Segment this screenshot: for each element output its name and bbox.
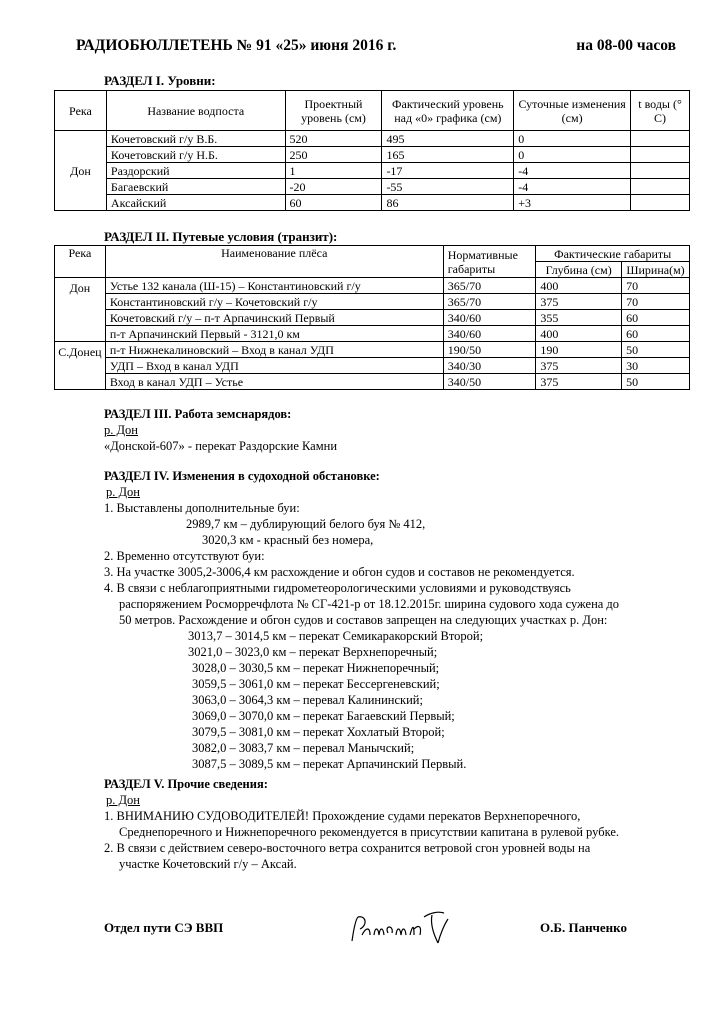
restricted-section-item: 3082,0 – 3083,7 км – перевал Манычский;: [192, 741, 415, 755]
restricted-section-item: 3079,5 – 3081,0 км – перекат Хохлатый Второй;: [192, 725, 445, 739]
depth-cell: 400: [536, 326, 622, 342]
norm-cell: 190/50: [443, 342, 536, 358]
width-cell: 30: [622, 358, 690, 374]
depth-cell: 375: [536, 294, 622, 310]
reach-cell: п-т Нижнекалиновский – Вход в канал УДП: [105, 342, 443, 358]
section4-river: р. Дон: [106, 485, 140, 499]
route-header-row: [55, 246, 690, 262]
section5-item1-line: Среднепоречного и Нижнепоречного рекомендуется в присутствии капитана в рулевой рубке.: [119, 825, 620, 839]
table-row: [55, 147, 690, 163]
actual-cell: 495: [382, 131, 514, 147]
buoy-item: 2989,7 км – дублирующий белого буя № 412,: [186, 517, 426, 531]
depth-cell: 375: [536, 358, 622, 374]
norm-cell: 340/30: [443, 358, 536, 374]
temp-cell: [631, 195, 690, 211]
section3-river: р. Дон: [104, 423, 138, 437]
temp-cell: [631, 179, 690, 195]
section2-title: РАЗДЕЛ II. Путевые условия (транзит):: [104, 229, 338, 244]
river-cell: Дон: [55, 278, 106, 342]
reach-cell: Вход в канал УДП – Устье: [105, 374, 443, 390]
design-cell: 1: [285, 163, 382, 179]
restricted-section-item: 3087,5 – 3089,5 км – перекат Арпачинский Первый.: [192, 757, 467, 771]
change-cell: 0: [514, 131, 631, 147]
reach-cell: Константиновский г/у – Кочетовский г/у: [105, 294, 443, 310]
width-cell: 60: [622, 326, 690, 342]
change-cell: 0: [514, 147, 631, 163]
river-cell: Дон: [55, 131, 107, 211]
col-actual-dimensions: Фактические габариты: [536, 246, 690, 262]
depth-cell: 375: [536, 374, 622, 390]
section4-item3: 3. На участке 3005,2-3006,4 км расхождение и обгон судов и составов не рекомендуется.: [104, 565, 575, 579]
bulletin-header: [76, 37, 676, 55]
bulletin-time: на 08-00 часов: [576, 37, 676, 54]
table-row: [55, 195, 690, 211]
table-row: [55, 294, 690, 310]
section4-title: РАЗДЕЛ IV. Изменения в судоходной обстановке:: [104, 469, 380, 483]
station-cell: Раздорский: [106, 163, 285, 179]
section4-item1: 1. Выставлены дополнительные буи:: [104, 501, 300, 515]
col-river: Река: [55, 91, 107, 131]
table-row: [55, 310, 690, 326]
actual-cell: 86: [382, 195, 514, 211]
station-cell: Кочетовский г/у В.Б.: [106, 131, 285, 147]
temp-cell: [631, 163, 690, 179]
station-cell: Кочетовский г/у Н.Б.: [106, 147, 285, 163]
design-cell: 60: [285, 195, 382, 211]
design-cell: -20: [285, 179, 382, 195]
col-design-level: Проектный уровень (см): [285, 91, 382, 131]
actual-cell: -55: [382, 179, 514, 195]
section3-title: РАЗДЕЛ III. Работа земснарядов:: [104, 407, 292, 421]
section4-item4-line: 50 метров. Расхождение и обгон судов и составов запрещен на следующих участках р. Дон:: [119, 613, 608, 627]
col-river: Река: [55, 246, 106, 278]
norm-cell: 365/70: [443, 278, 536, 294]
restricted-section-item: 3059,5 – 3061,0 км – перекат Бессергеневский;: [192, 677, 440, 691]
table-row: [55, 342, 690, 358]
restricted-section-item: 3069,0 – 3070,0 км – перекат Багаевский Первый;: [192, 709, 455, 723]
width-cell: 70: [622, 294, 690, 310]
section5-item2-line: 2. В связи с действием северо-восточного ветра сохранится ветровой сгон уровней воды на: [104, 841, 591, 855]
actual-cell: 165: [382, 147, 514, 163]
section5-river: р. Дон: [106, 793, 140, 807]
temp-cell: [631, 131, 690, 147]
table-row: [55, 358, 690, 374]
section4-item4-line: распоряжением Росморречфлота № СГ-421-р от 18.12.2015г. ширина судового хода сужена до: [119, 597, 620, 611]
change-cell: -4: [514, 163, 631, 179]
table-row: [55, 374, 690, 390]
width-cell: 50: [622, 342, 690, 358]
design-cell: 520: [285, 131, 382, 147]
table-row: [55, 163, 690, 179]
section1-title: РАЗДЕЛ I. Уровни:: [104, 73, 216, 88]
norm-cell: 340/60: [443, 310, 536, 326]
section5-item1-line: 1. ВНИМАНИЮ СУДОВОДИТЕЛЕЙ! Прохождение судами перекатов Верхнепоречного,: [104, 809, 581, 823]
section3-dredger: «Донской-607» - перекат Раздорские Камни: [104, 439, 338, 453]
col-normative: Нормативные габариты: [443, 246, 536, 278]
restricted-section-item: 3028,0 – 3030,5 км – перекат Нижнепоречный;: [192, 661, 440, 675]
reach-cell: п-т Арпачинский Первый - 3121,0 км: [105, 326, 443, 342]
river-cell: С.Донец: [55, 342, 106, 390]
norm-cell: 340/50: [443, 374, 536, 390]
section5: [104, 776, 704, 872]
actual-cell: -17: [382, 163, 514, 179]
design-cell: 250: [285, 147, 382, 163]
levels-header-row: [55, 91, 690, 131]
levels-table: [54, 90, 690, 211]
width-cell: 70: [622, 278, 690, 294]
change-cell: +3: [514, 195, 631, 211]
table-row: [55, 131, 690, 147]
station-cell: Багаевский: [106, 179, 285, 195]
norm-cell: 365/70: [443, 294, 536, 310]
depth-cell: 400: [536, 278, 622, 294]
footer-department: Отдел пути СЭ ВВП: [104, 920, 224, 935]
col-actual-level: Фактический уровень над «0» графика (см): [382, 91, 514, 131]
station-cell: Аксайский: [106, 195, 285, 211]
section3: [104, 406, 337, 454]
reach-cell: УДП – Вход в канал УДП: [105, 358, 443, 374]
change-cell: -4: [514, 179, 631, 195]
col-reach-name: Наименование плёса: [105, 246, 443, 278]
width-cell: 50: [622, 374, 690, 390]
signature-image: [348, 905, 458, 950]
norm-cell: 340/60: [443, 326, 536, 342]
col-station: Название водпоста: [106, 91, 285, 131]
col-daily-change: Суточные изменения (см): [514, 91, 631, 131]
reach-cell: Устье 132 канала (Ш-15) – Константиновский г/у: [105, 278, 443, 294]
col-width: Ширина(м): [622, 262, 690, 278]
reach-cell: Кочетовский г/у – п-т Арпачинский Первый: [105, 310, 443, 326]
col-water-temp: t воды (° С): [631, 91, 690, 131]
table-row: [55, 179, 690, 195]
col-depth: Глубина (см): [536, 262, 622, 278]
section4-item4-line: 4. В связи с неблагоприятными гидрометеорологическими условиями и руководствуясь: [104, 581, 571, 595]
route-conditions-table: [54, 245, 690, 390]
table-row: [55, 326, 690, 342]
restricted-section-item: 3063,0 – 3064,3 км – перевал Калининский;: [192, 693, 423, 707]
section5-item2-line: участке Кочетовский г/у – Аксай.: [119, 857, 297, 871]
section5-title: РАЗДЕЛ V. Прочие сведения:: [104, 777, 268, 791]
depth-cell: 355: [536, 310, 622, 326]
bulletin-title: РАДИОБЮЛЛЕТЕНЬ № 91 «25» июня 2016 г.: [76, 37, 397, 54]
section4-item2: 2. Временно отсутствуют буи:: [104, 549, 265, 563]
temp-cell: [631, 147, 690, 163]
section4-body: [104, 500, 704, 772]
restricted-section-item: 3021,0 – 3023,0 км – перекат Верхнепоречный;: [188, 645, 438, 659]
section4-header: [104, 468, 380, 500]
table-row: [55, 278, 690, 294]
restricted-section-item: 3013,7 – 3014,5 км – перекат Семикаракорский Второй;: [188, 629, 484, 643]
footer-signatory: О.Б. Панченко: [540, 920, 627, 935]
depth-cell: 190: [536, 342, 622, 358]
width-cell: 60: [622, 310, 690, 326]
buoy-item: 3020,3 км - красный без номера,: [202, 533, 374, 547]
